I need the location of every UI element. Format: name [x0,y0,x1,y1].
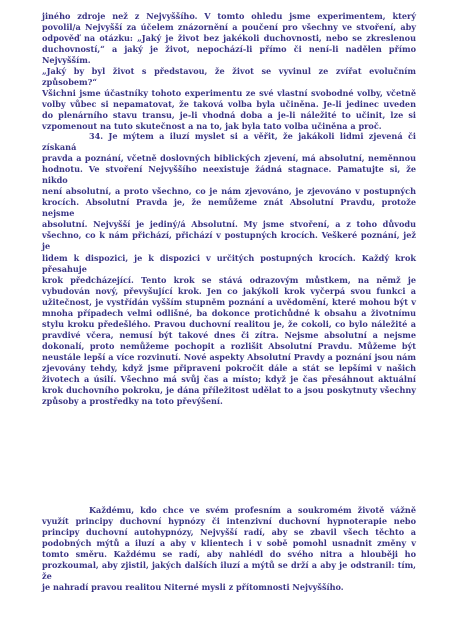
text-line: do plenárního stavu transu, je-li vhodná doba a je-li náležité to učinit, lze si [42,110,416,121]
text-line: není absolutní, a proto všechno, co je nám zjevováno, je zjevováno v postupných [42,186,416,197]
text-line: pravda a poznání, včetně doslovných biblických zjevení, má absolutní, neměnnou [42,153,416,164]
text-line: všechno, co k nám přichází, přichází v postupných krocích. Veškeré poznání, jež je [42,230,416,252]
text-line: lidem k dispozici, je k dispozici v určitých postupných krocích. Každý krok přesahuje [42,252,416,274]
text-line: principy duchovní autohypnózy, Nejvyšší radí, aby se zbavil všech těchto a [42,527,416,538]
text-line: duchovností,“ a jaký je život, nepochází-li přímo či není-li nadělen přímo Nejvyšším. [42,44,416,66]
text-line: neustále lepší a více rozvinutí. Nové aspekty Absolutní Pravdy a poznání jsou nám [42,351,416,362]
text-line: krocích. Absolutní Pravda je, že nemůžeme znát Absolutní Pravdu, protože nejsme [42,197,416,219]
text-line: tomto směru. Každému se radí, aby nahlédl do svého nitra a hlouběji ho [42,549,416,560]
text-line: prozkoumal, aby zjistil, jakých dalších iluzí a mýtů se drží a aby je odstranil: tím, že [42,560,416,582]
text-line: absolutní. Nejvyšší je jediný/á Absolutní. My jsme stvoření, a z toho důvodu [42,219,416,230]
text-line: je nahradí pravou realitou Niterné mysli z přítomnosti Nejvyššího. [42,582,344,593]
text-line: vzpomenout na tuto skutečnost a na to, jak byla tato volba učiněna a proč. [42,121,382,132]
text-line: podobných mýtů a iluzí a aby v klientech i v sobě pomohl usnadnit změny v [42,538,416,549]
text-line: jiného zdroje než z Nejvyššího. V tomto ohledu jsme experimentem, který [42,11,416,21]
text-line: způsoby a prostředky na toto převýšení. [42,396,223,407]
text-line: hodnotu. Ve stvoření Nejvyššího neexistuje žádná stagnace. Pamatujte si, že nikdo [42,164,416,186]
text-line: dokonalí, proto nemůžeme pochopit a rozlišit Absolutní Pravdu. Můžeme být [42,340,416,351]
text-line: povolil/a Nejvyšší za účelem znázornění a poučení pro všechny ve stvoření, aby [42,22,416,33]
paragraph-34 [42,131,416,407]
paragraph-1 [42,11,416,133]
text-line: krok předcházející. Tento krok se stává odrazovým můstkem, na němž je [42,274,416,285]
text-line: vybudován nový, převyšující krok. Jen co jakýkoli krok vyčerpá svou funkci a [42,285,416,296]
text-line: 34. Je mýtem a iluzí myslet si a věřit, že jakákoli lidmi zjevená či získaná [42,131,416,153]
text-line: krok duchovního pokroku, je dána příležitost udělat to a jsou poskytnuty všechny [42,385,416,396]
text-line: pravdivé včera, nemusí být takové dnes či zítra. Nejsme absolutní a nejsme [42,329,416,340]
text-line: odpověď na otázku: „Jaký je život bez jakékoli duchovnosti, nebo se zkreslenou [42,33,416,44]
paragraph-final [42,505,416,593]
text-line: užitečnost, je vystřídán vyšším stupněm poznání a uvědomění, které mohou být v [42,296,416,307]
text-line: Každému, kdo chce ve svém profesním a soukromém životě vážně [89,505,416,515]
text-line: životech a úsilí. Všechno má svůj čas a místo; když je čas přesáhnout aktuální [42,374,416,385]
text-line: „Jaký by byl život s představou, že život se vyvinul ze zvířat evolučním způsobem?“ [42,66,416,88]
text-line: stylu kroku předešlého. Pravou duchovní realitou je, že cokoli, co bylo náležité a [42,318,416,329]
text-line: využít principy duchovní hypnózy či intenzivní duchovní hypnoterapie nebo [42,516,416,527]
text-line: zjevovány tehdy, když jsme připraveni pokročit dále a stát se lepšími v našich [42,362,416,373]
text-line: volby vůbec si nepamatovat, že taková volba byla učiněna. Je-li jedinec uveden [42,99,416,110]
text-line: mnoha případech velmi odlišné, ba dokonce protichůdné k obsahu a životnímu [42,307,416,318]
text-line: Všichni jsme účastníky tohoto experimentu ze své vlastní svobodné volby, včetně [42,88,416,99]
